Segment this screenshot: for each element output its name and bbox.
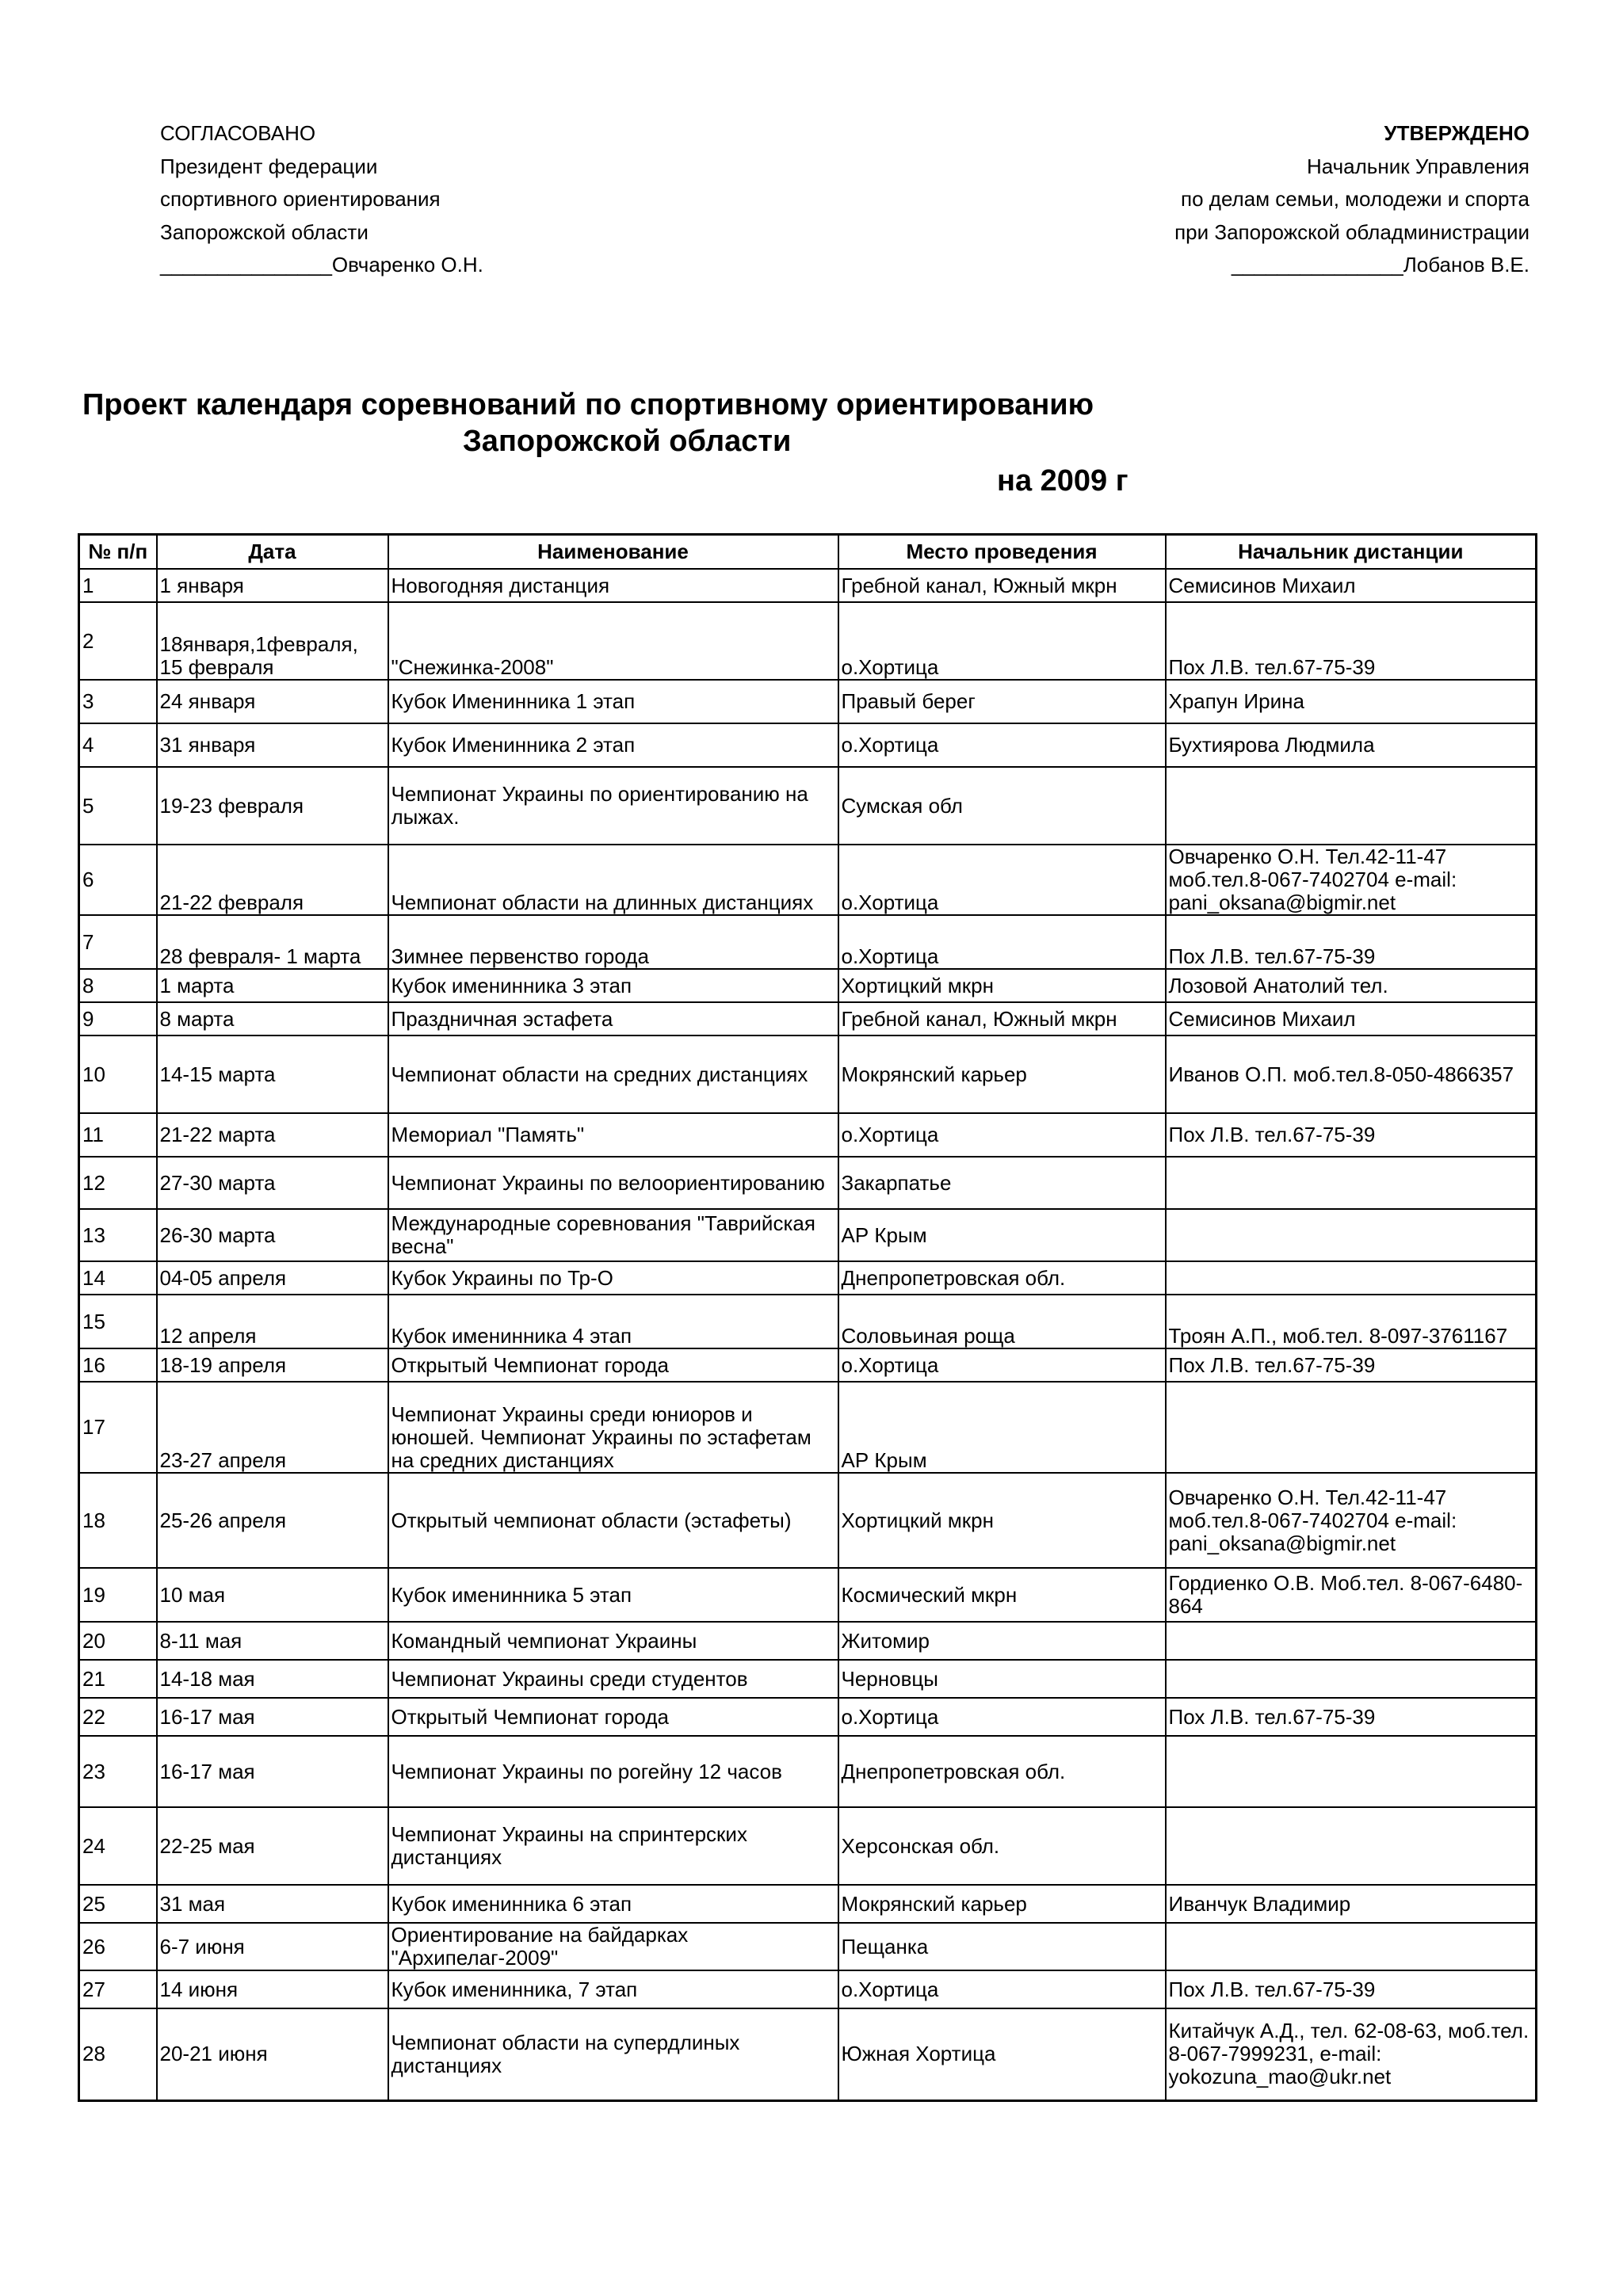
competition-calendar-table <box>78 533 1537 2102</box>
date-cell: 10 мая <box>157 1568 388 1622</box>
event-name-cell: Открытый Чемпионат города <box>388 1698 838 1736</box>
course-director-cell: Китайчук А.Д., тел. 62-08-63, моб.тел. 8-067-7999231, e-mail: yokozuna_mao@ukr.net <box>1166 2008 1537 2100</box>
venue-cell: Днепропетровская обл. <box>838 1736 1166 1807</box>
event-name-cell: Чемпионат Украины среди студентов <box>388 1660 838 1698</box>
row-number-cell: 11 <box>79 1113 157 1157</box>
approval-left-line: СОГЛАСОВАНО <box>160 121 316 145</box>
course-director-cell: Бухтиярова Людмила <box>1166 723 1537 767</box>
date-cell: 1 января <box>157 569 388 602</box>
event-name-cell: Чемпионат Украины по рогейну 12 часов <box>388 1736 838 1807</box>
venue-cell: о.Хортица <box>838 845 1166 915</box>
row-number-cell: 12 <box>79 1157 157 1209</box>
venue-cell: о.Хортица <box>838 915 1166 969</box>
event-name-cell: Кубок Украины по Тр-О <box>388 1261 838 1295</box>
venue-cell: Хортицкий мкрн <box>838 969 1166 1002</box>
row-number-cell: 17 <box>79 1382 157 1473</box>
column-header-name: Наименование <box>388 535 838 570</box>
row-number-cell: 6 <box>79 845 157 915</box>
date-cell: 26-30 марта <box>157 1209 388 1261</box>
course-director-cell: Троян А.П., моб.тел. 8-097-3761167 <box>1166 1295 1537 1348</box>
venue-cell: Черновцы <box>838 1660 1166 1698</box>
course-director-cell <box>1166 1923 1537 1970</box>
course-director-cell <box>1166 1736 1537 1807</box>
table-row <box>79 1622 1537 1660</box>
column-header-place: Место проведения <box>838 535 1166 570</box>
table-row <box>79 680 1537 723</box>
venue-cell: о.Хортица <box>838 1348 1166 1382</box>
event-name-cell: Чемпионат области на супердлиных дистанциях <box>388 2008 838 2100</box>
event-name-cell: "Снежинка-2008" <box>388 602 838 680</box>
venue-cell: о.Хортица <box>838 602 1166 680</box>
row-number-cell: 18 <box>79 1473 157 1568</box>
table-row <box>79 1261 1537 1295</box>
event-name-cell: Чемпионат Украины на спринтерских дистанциях <box>388 1807 838 1885</box>
course-director-cell <box>1166 1660 1537 1698</box>
table-row <box>79 723 1537 767</box>
column-header-number: № п/п <box>79 535 157 570</box>
course-director-cell: Лозовой Анатолий тел. <box>1166 969 1537 1002</box>
date-cell: 20-21 июня <box>157 2008 388 2100</box>
approval-right-line: УТВЕРЖДЕНО <box>1384 121 1529 145</box>
course-director-cell <box>1166 1261 1537 1295</box>
date-cell: 18января,1февраля, 15 февраля <box>157 602 388 680</box>
table-row <box>79 845 1537 915</box>
event-name-cell: Чемпионат области на средних дистанциях <box>388 1035 838 1113</box>
table-row <box>79 969 1537 1002</box>
table-row <box>79 1807 1537 1885</box>
table-row <box>79 767 1537 845</box>
venue-cell: Закарпатье <box>838 1157 1166 1209</box>
approval-right-line: при Запорожской обладминистрации <box>1174 219 1529 244</box>
event-name-cell: Чемпионат Украины по велоориентированию <box>388 1157 838 1209</box>
venue-cell: о.Хортица <box>838 723 1166 767</box>
date-cell: 31 января <box>157 723 388 767</box>
date-cell: 8 марта <box>157 1002 388 1035</box>
row-number-cell: 26 <box>79 1923 157 1970</box>
course-director-cell: Пох Л.В. тел.67-75-39 <box>1166 602 1537 680</box>
venue-cell: Хортицкий мкрн <box>838 1473 1166 1568</box>
event-name-cell: Кубок именинника 3 этап <box>388 969 838 1002</box>
event-name-cell: Открытый чемпионат области (эстафеты) <box>388 1473 838 1568</box>
approval-right-signature: _______________Лобанов В.Е. <box>1231 253 1529 277</box>
date-cell: 24 января <box>157 680 388 723</box>
date-cell: 16-17 мая <box>157 1736 388 1807</box>
table-row <box>79 1382 1537 1473</box>
approval-right-line: Начальник Управления <box>1306 154 1529 178</box>
column-header-director: Начальник дистанции <box>1166 535 1537 570</box>
venue-cell: Гребной канал, Южный мкрн <box>838 1002 1166 1035</box>
date-cell: 16-17 мая <box>157 1698 388 1736</box>
table-row <box>79 1209 1537 1261</box>
row-number-cell: 8 <box>79 969 157 1002</box>
course-director-cell <box>1166 1807 1537 1885</box>
row-number-cell: 21 <box>79 1660 157 1698</box>
row-number-cell: 7 <box>79 915 157 969</box>
event-name-cell: Мемориал "Память" <box>388 1113 838 1157</box>
approval-right-line: по делам семьи, молодежи и спорта <box>1181 187 1529 211</box>
table-row <box>79 1568 1537 1622</box>
venue-cell: Мокрянский карьер <box>838 1885 1166 1923</box>
row-number-cell: 4 <box>79 723 157 767</box>
table-row <box>79 2008 1537 2100</box>
date-cell: 18-19 апреля <box>157 1348 388 1382</box>
date-cell: 1 марта <box>157 969 388 1002</box>
venue-cell: АР Крым <box>838 1209 1166 1261</box>
course-director-cell: Семисинов Михаил <box>1166 1002 1537 1035</box>
venue-cell: о.Хортица <box>838 1113 1166 1157</box>
row-number-cell: 28 <box>79 2008 157 2100</box>
table-row <box>79 1660 1537 1698</box>
date-cell: 23-27 апреля <box>157 1382 388 1473</box>
venue-cell: Гребной канал, Южный мкрн <box>838 569 1166 602</box>
approval-left-line: Президент федерации <box>160 154 378 178</box>
course-director-cell: Храпун Ирина <box>1166 680 1537 723</box>
approval-block-right <box>1174 117 1529 282</box>
date-cell: 28 февраля- 1 марта <box>157 915 388 969</box>
course-director-cell: Пох Л.В. тел.67-75-39 <box>1166 1113 1537 1157</box>
event-name-cell: Новогодняя дистанция <box>388 569 838 602</box>
approval-left-line: спортивного ориентирования <box>160 187 441 211</box>
venue-cell: Житомир <box>838 1622 1166 1660</box>
date-cell: 12 апреля <box>157 1295 388 1348</box>
row-number-cell: 9 <box>79 1002 157 1035</box>
event-name-cell: Зимнее первенство города <box>388 915 838 969</box>
table-row <box>79 1698 1537 1736</box>
course-director-cell <box>1166 767 1537 845</box>
event-name-cell: Кубок именинника 6 этап <box>388 1885 838 1923</box>
course-director-cell: Иванчук Владимир <box>1166 1885 1537 1923</box>
row-number-cell: 23 <box>79 1736 157 1807</box>
course-director-cell <box>1166 1622 1537 1660</box>
course-director-cell: Пох Л.В. тел.67-75-39 <box>1166 1348 1537 1382</box>
row-number-cell: 20 <box>79 1622 157 1660</box>
venue-cell: Космический мкрн <box>838 1568 1166 1622</box>
row-number-cell: 5 <box>79 767 157 845</box>
venue-cell: Днепропетровская обл. <box>838 1261 1166 1295</box>
venue-cell: о.Хортица <box>838 1970 1166 2008</box>
document-title-year: на 2009 г <box>997 464 1128 498</box>
table-body <box>79 569 1537 2100</box>
row-number-cell: 3 <box>79 680 157 723</box>
row-number-cell: 27 <box>79 1970 157 2008</box>
course-director-cell: Семисинов Михаил <box>1166 569 1537 602</box>
date-cell: 04-05 апреля <box>157 1261 388 1295</box>
date-cell: 6-7 июня <box>157 1923 388 1970</box>
document-title-line-1: Проект календаря соревнований по спортивному ориентированию <box>82 388 1094 421</box>
venue-cell: Правый берег <box>838 680 1166 723</box>
date-cell: 14 июня <box>157 1970 388 2008</box>
approval-block-left <box>160 117 483 282</box>
event-name-cell: Чемпионат Украины среди юниоров и юношей. Чемпионат Украины по эстафетам на средних дистанциях <box>388 1382 838 1473</box>
event-name-cell: Чемпионат области на длинных дистанциях <box>388 845 838 915</box>
date-cell: 25-26 апреля <box>157 1473 388 1568</box>
venue-cell: Соловьиная роща <box>838 1295 1166 1348</box>
event-name-cell: Чемпионат Украины по ориентированию на лыжах. <box>388 767 838 845</box>
table-header-row <box>79 535 1537 570</box>
approval-left-line: Запорожской области <box>160 219 369 244</box>
row-number-cell: 2 <box>79 602 157 680</box>
course-director-cell <box>1166 1209 1537 1261</box>
course-director-cell: Овчаренко О.Н. Тел.42-11-47 моб.тел.8-067-7402704 e-mail: pani_oksana@bigmir.net <box>1166 845 1537 915</box>
row-number-cell: 14 <box>79 1261 157 1295</box>
event-name-cell: Кубок именинника, 7 этап <box>388 1970 838 2008</box>
row-number-cell: 25 <box>79 1885 157 1923</box>
venue-cell: Южная Хортица <box>838 2008 1166 2100</box>
table-row <box>79 1348 1537 1382</box>
row-number-cell: 19 <box>79 1568 157 1622</box>
event-name-cell: Праздничная эстафета <box>388 1002 838 1035</box>
row-number-cell: 24 <box>79 1807 157 1885</box>
row-number-cell: 1 <box>79 569 157 602</box>
event-name-cell: Командный чемпионат Украины <box>388 1622 838 1660</box>
date-cell: 14-15 марта <box>157 1035 388 1113</box>
event-name-cell: Ориентирование на байдарках "Архипелаг-2009" <box>388 1923 838 1970</box>
approval-left-signature: _______________Овчаренко О.Н. <box>160 253 483 277</box>
date-cell: 19-23 февраля <box>157 767 388 845</box>
date-cell: 27-30 марта <box>157 1157 388 1209</box>
table-row <box>79 1885 1537 1923</box>
document-title-line-2: Запорожской области <box>463 425 792 458</box>
course-director-cell: Пох Л.В. тел.67-75-39 <box>1166 1970 1537 2008</box>
event-name-cell: Открытый Чемпионат города <box>388 1348 838 1382</box>
table-row <box>79 1157 1537 1209</box>
event-name-cell: Кубок именинника 4 этап <box>388 1295 838 1348</box>
event-name-cell: Кубок именинника 5 этап <box>388 1568 838 1622</box>
venue-cell: Херсонская обл. <box>838 1807 1166 1885</box>
table-row <box>79 915 1537 969</box>
date-cell: 22-25 мая <box>157 1807 388 1885</box>
event-name-cell: Кубок Именинника 2 этап <box>388 723 838 767</box>
course-director-cell <box>1166 1157 1537 1209</box>
venue-cell: АР Крым <box>838 1382 1166 1473</box>
row-number-cell: 22 <box>79 1698 157 1736</box>
column-header-date: Дата <box>157 535 388 570</box>
table-row <box>79 1473 1537 1568</box>
venue-cell: о.Хортица <box>838 1698 1166 1736</box>
venue-cell: Мокрянский карьер <box>838 1035 1166 1113</box>
date-cell: 14-18 мая <box>157 1660 388 1698</box>
table-row <box>79 1970 1537 2008</box>
course-director-cell: Пох Л.В. тел.67-75-39 <box>1166 915 1537 969</box>
date-cell: 21-22 марта <box>157 1113 388 1157</box>
row-number-cell: 10 <box>79 1035 157 1113</box>
table-row <box>79 602 1537 680</box>
venue-cell: Сумская обл <box>838 767 1166 845</box>
row-number-cell: 16 <box>79 1348 157 1382</box>
table-row <box>79 569 1537 602</box>
table-row <box>79 1035 1537 1113</box>
course-director-cell: Овчаренко О.Н. Тел.42-11-47 моб.тел.8-067-7402704 e-mail: pani_oksana@bigmir.net <box>1166 1473 1537 1568</box>
event-name-cell: Кубок Именинника 1 этап <box>388 680 838 723</box>
course-director-cell: Гордиенко О.В. Моб.тел. 8-067-6480-864 <box>1166 1568 1537 1622</box>
table-row <box>79 1113 1537 1157</box>
row-number-cell: 13 <box>79 1209 157 1261</box>
date-cell: 8-11 мая <box>157 1622 388 1660</box>
date-cell: 31 мая <box>157 1885 388 1923</box>
course-director-cell: Иванов О.П. моб.тел.8-050-4866357 <box>1166 1035 1537 1113</box>
venue-cell: Пещанка <box>838 1923 1166 1970</box>
course-director-cell: Пох Л.В. тел.67-75-39 <box>1166 1698 1537 1736</box>
course-director-cell <box>1166 1382 1537 1473</box>
event-name-cell: Международные соревнования "Таврийская весна" <box>388 1209 838 1261</box>
row-number-cell: 15 <box>79 1295 157 1348</box>
table-row <box>79 1736 1537 1807</box>
table-row <box>79 1295 1537 1348</box>
table-row <box>79 1923 1537 1970</box>
date-cell: 21-22 февраля <box>157 845 388 915</box>
table-row <box>79 1002 1537 1035</box>
